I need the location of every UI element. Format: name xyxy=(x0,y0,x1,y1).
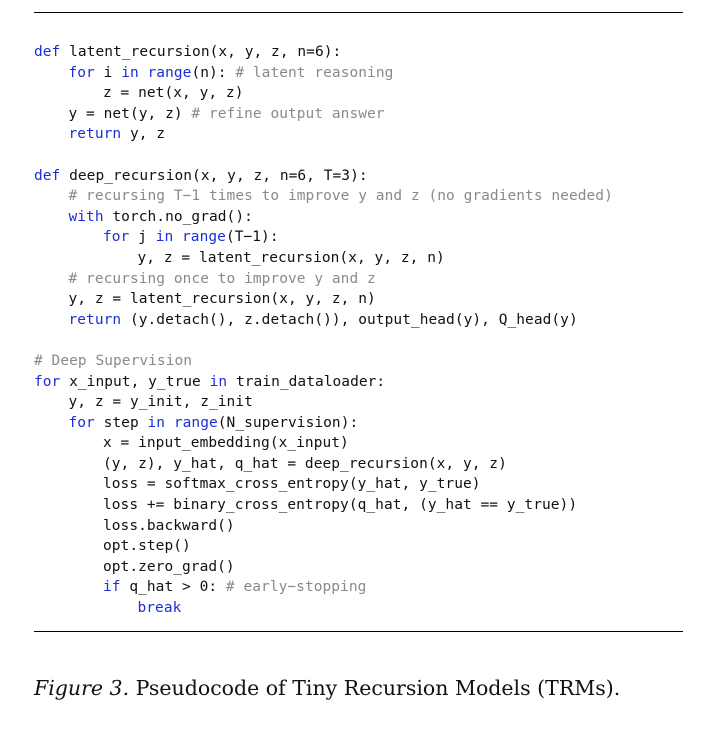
code-text: (n): xyxy=(191,64,236,81)
code-text: (N_supervision): xyxy=(217,414,359,431)
code-line xyxy=(34,145,683,166)
code-line xyxy=(34,392,683,413)
code-text xyxy=(139,65,148,81)
code-text: x_input, y_true xyxy=(60,373,210,390)
code-line xyxy=(34,474,683,495)
code-keyword: for xyxy=(68,414,95,431)
code-text: opt.step() xyxy=(103,538,191,555)
code-line xyxy=(34,124,683,145)
code-keyword: def xyxy=(34,44,61,60)
code-comment: # recursing once to improve y and z xyxy=(68,270,376,287)
code-keyword: for xyxy=(34,373,61,390)
code-line xyxy=(34,351,683,372)
top-rule xyxy=(34,12,683,13)
code-line xyxy=(34,598,683,619)
code-line xyxy=(34,104,683,125)
code-comment: # early−stopping xyxy=(225,579,367,596)
code-text: opt.zero_grad() xyxy=(103,558,235,575)
code-line xyxy=(34,289,683,310)
code-line xyxy=(34,433,683,454)
code-keyword: return xyxy=(68,311,122,328)
code-keyword: return xyxy=(68,126,122,143)
code-line xyxy=(34,330,683,351)
code-line xyxy=(34,63,683,84)
figure-caption xyxy=(34,676,620,700)
code-line xyxy=(34,413,683,434)
code-comment: # recursing T−1 times to improve y and z (no gradients needed) xyxy=(68,188,613,205)
code-keyword: in xyxy=(147,414,166,431)
code-line xyxy=(34,516,683,537)
code-text: step xyxy=(94,414,148,431)
code-text xyxy=(165,415,174,431)
code-keyword: for xyxy=(68,64,95,81)
code-keyword: in xyxy=(121,64,139,81)
code-line xyxy=(34,536,683,557)
code-text: train_dataloader: xyxy=(227,373,386,390)
code-line xyxy=(34,577,683,598)
figure-caption-text: Pseudocode of Tiny Recursion Models (TRMs). xyxy=(129,676,621,700)
code-text: (T−1): xyxy=(225,229,279,246)
code-text: deep_recursion(x, y, z, n=6, T=3): xyxy=(60,167,368,184)
code-text: x = input_embedding(x_input) xyxy=(103,435,349,452)
code-keyword: range xyxy=(147,64,192,81)
figure-label: Figure 3. xyxy=(34,676,130,700)
code-text: j xyxy=(129,229,156,246)
code-line xyxy=(34,372,683,393)
code-line xyxy=(34,248,683,269)
code-text: z = net(x, y, z) xyxy=(103,85,244,102)
code-line xyxy=(34,495,683,516)
code-keyword: range xyxy=(173,414,218,431)
code-line xyxy=(34,83,683,104)
code-text xyxy=(173,229,182,245)
code-comment: # latent reasoning xyxy=(235,64,394,81)
code-keyword: range xyxy=(182,229,226,246)
code-line xyxy=(34,207,683,228)
code-keyword: in xyxy=(155,229,174,246)
code-text: q_hat > 0: xyxy=(120,579,226,596)
code-line xyxy=(34,454,683,475)
code-text: torch.no_grad(): xyxy=(103,208,253,225)
code-comment: # refine output answer xyxy=(191,105,385,122)
code-line xyxy=(34,166,683,187)
code-line xyxy=(34,227,683,248)
code-text: (y.detach(), z.detach()), output_head(y), Q_head(y) xyxy=(121,311,578,328)
code-text: latent_recursion(x, y, z, n=6): xyxy=(60,44,342,60)
code-text: (y, z), y_hat, q_hat = deep_recursion(x, y, z) xyxy=(103,455,507,472)
code-line xyxy=(34,310,683,331)
code-text: y, z = latent_recursion(x, y, z, n) xyxy=(68,291,376,308)
code-text: y, z xyxy=(121,126,166,143)
code-keyword: break xyxy=(137,600,182,617)
code-keyword: if xyxy=(103,579,121,596)
code-text: i xyxy=(94,64,122,81)
code-line xyxy=(34,42,683,63)
code-keyword: with xyxy=(68,208,104,225)
code-text: loss = softmax_cross_entropy(y_hat, y_true) xyxy=(103,476,481,493)
code-keyword: in xyxy=(209,373,228,390)
code-keyword: for xyxy=(103,229,130,246)
code-text: loss += binary_cross_entropy(q_hat, (y_hat == y_true)) xyxy=(103,497,578,514)
code-text: y = net(y, z) xyxy=(68,105,192,122)
code-comment: # Deep Supervision xyxy=(34,352,193,369)
code-keyword: def xyxy=(34,167,61,184)
pseudocode-listing xyxy=(34,42,683,619)
code-line xyxy=(34,269,683,290)
code-text: y, z = latent_recursion(x, y, z, n) xyxy=(137,249,445,266)
code-line xyxy=(34,186,683,207)
code-text: y, z = y_init, z_init xyxy=(68,394,253,411)
bottom-rule xyxy=(34,631,683,632)
code-line xyxy=(34,557,683,578)
code-text: loss.backward() xyxy=(103,517,235,534)
